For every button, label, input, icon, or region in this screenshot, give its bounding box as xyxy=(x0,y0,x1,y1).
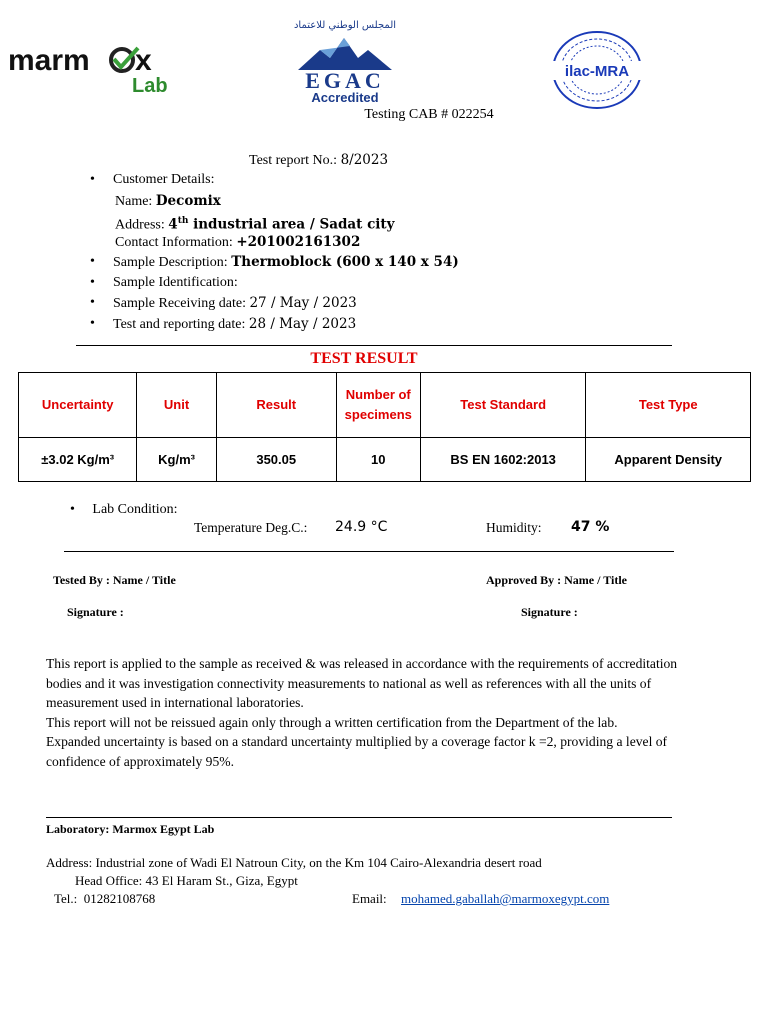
note-reissue: This report will not be reissued again only through a written certification from the Department of the lab. xyxy=(46,714,618,730)
approved-by: Approved By : Name / Title xyxy=(486,573,628,587)
header-uncertainty: Uncertainty xyxy=(19,373,137,438)
header-test-type: Test Type xyxy=(586,373,751,438)
report-number-line xyxy=(249,152,388,169)
bullet-icon: • xyxy=(90,315,95,331)
contact-value: +201002161302 xyxy=(236,233,361,250)
egac-arabic-text: المجلس الوطني للاعتماد xyxy=(293,20,397,31)
contact-label: Contact Information: xyxy=(115,234,237,250)
reporting-value: 28 / May / 2023 xyxy=(248,315,357,332)
header-result: Result xyxy=(216,373,336,438)
cell-test-type: Apparent Density xyxy=(586,438,751,482)
laboratory-name: Laboratory: Marmox Egypt Lab xyxy=(46,822,215,836)
approved-signature: Signature : xyxy=(521,605,578,619)
tested-signature: Signature : xyxy=(67,605,124,619)
egac-sub: Accredited xyxy=(311,90,379,105)
sample-description-label: Sample Description: xyxy=(113,255,232,270)
marmox-x: x xyxy=(135,44,152,77)
footer-email-label: Email: xyxy=(352,891,387,906)
marmox-lab-logo xyxy=(6,40,186,100)
footer-head-office: Head Office: 43 El Haram St., Giza, Egypt xyxy=(75,873,298,888)
address-value-number: 4 xyxy=(168,216,178,233)
temperature-label: Temperature Deg.C.: xyxy=(194,520,308,535)
note-accreditation: This report is applied to the sample as received & was released in accordance with the requirements of accreditation bodies and it was investigation connectivity measurements to national as well as references with all the units of measurement used in international laboratories. xyxy=(46,656,678,710)
cell-specimens: 10 xyxy=(336,438,420,482)
humidity-label: Humidity: xyxy=(486,520,542,535)
divider xyxy=(64,551,674,552)
receiving-label: Sample Receiving date: xyxy=(113,296,250,311)
humidity-value: 47 % xyxy=(571,519,610,535)
test-result-table xyxy=(18,372,751,482)
cell-uncertainty: ±3.02 Kg/m³ xyxy=(19,438,137,482)
cab-number: Testing CAB # 022254 xyxy=(364,107,494,122)
cell-result: 350.05 xyxy=(216,438,336,482)
address-value-suffix: th xyxy=(177,216,189,226)
address-value: industrial area / Sadat city xyxy=(188,216,395,233)
bullet-icon: • xyxy=(90,274,95,290)
bullet-icon: • xyxy=(90,172,95,187)
footer-tel: Tel.: 01282108768 xyxy=(54,891,156,906)
reporting-label: Test and reporting date: xyxy=(113,316,249,332)
bullet-icon: • xyxy=(90,295,95,310)
bullet-icon: • xyxy=(90,254,95,269)
header-unit: Unit xyxy=(137,373,216,438)
marmox-word: marm xyxy=(8,44,90,77)
lab-condition xyxy=(70,502,178,518)
name-label: Name: xyxy=(115,193,156,209)
temperature-value: 24.9 °C xyxy=(335,519,388,535)
table-header-row xyxy=(19,373,751,438)
divider xyxy=(76,345,672,346)
header-number-of-specimens: Number of specimens xyxy=(336,373,420,438)
sample-description-value: Thermoblock (600 x 140 x 54) xyxy=(231,254,459,270)
report-number-label: Test report No.: xyxy=(249,153,341,168)
ilac-text: ilac-MRA xyxy=(564,63,630,80)
cell-unit: Kg/m³ xyxy=(137,438,216,482)
marmox-lab-text: Lab xyxy=(132,75,168,97)
lab-condition-label: Lab Condition: xyxy=(92,502,178,517)
table-row xyxy=(19,438,751,482)
receiving-value: 27 / May / 2023 xyxy=(249,295,357,311)
email-link[interactable]: mohamed.gaballah@marmoxegypt.com xyxy=(401,891,610,906)
footer-address: Address: Industrial zone of Wadi El Natroun City, on the Km 104 Cairo-Alexandria desert road xyxy=(46,855,542,870)
notes-block xyxy=(46,654,686,771)
egac-accredited-logo xyxy=(280,14,410,106)
ilac-mra-logo xyxy=(548,30,646,110)
test-result-title: TEST RESULT xyxy=(310,350,418,367)
bullet-icon: • xyxy=(70,502,75,517)
tested-by: Tested By : Name / Title xyxy=(53,573,176,587)
report-number-value: 8/2023 xyxy=(340,152,389,168)
name-value: Decomix xyxy=(155,192,221,209)
divider xyxy=(46,817,672,818)
address-label: Address: xyxy=(115,217,169,233)
header-test-standard: Test Standard xyxy=(420,373,586,438)
note-uncertainty: Expanded uncertainty is based on a standard uncertainty multiplied by a coverage factor k =2, providing a level of confidence of approximately 95%. xyxy=(46,734,668,769)
cell-test-standard: BS EN 1602:2013 xyxy=(420,438,586,482)
egac-name: EGAC xyxy=(305,68,385,93)
